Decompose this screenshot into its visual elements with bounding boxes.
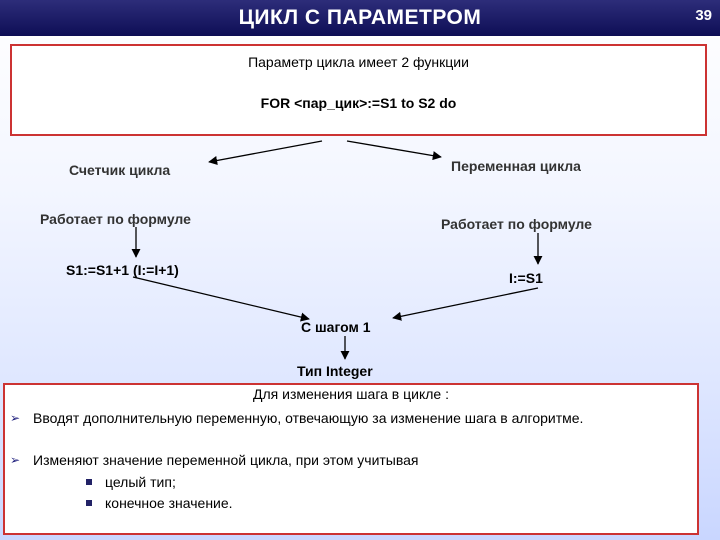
notes-box — [3, 383, 699, 535]
bullet-item: Вводят дополнительную переменную, отвечающую за изменение шага в алгоритме. — [33, 410, 584, 426]
variable-works-label: Работает по формуле — [441, 216, 592, 232]
counter-formula: S1:=S1+1 (I:=I+1) — [66, 262, 179, 278]
page-number: 39 — [695, 7, 712, 24]
sub-bullet-item: целый тип; — [105, 474, 176, 490]
arrow-right-to-step — [393, 288, 538, 318]
notes-heading: Для изменения шага в цикле : — [253, 386, 449, 402]
arrow-left-to-step — [133, 277, 309, 319]
bullet-item: Изменяют значение переменной цикла, при этом учитывая — [33, 452, 419, 468]
for-syntax-line: FOR <пар_цик>:=S1 to S2 do — [260, 95, 457, 111]
variable-formula: I:=S1 — [509, 270, 543, 286]
square-bullet-icon — [86, 479, 92, 485]
variable-label: Переменная цикла — [451, 158, 581, 174]
arrow-to-variable — [347, 141, 441, 157]
arrow-bullet-icon: ➢ — [10, 411, 21, 425]
page-title: ЦИКЛ С ПАРАМЕТРОМ — [238, 6, 482, 29]
arrow-bullet-icon: ➢ — [10, 453, 21, 467]
square-bullet-icon — [86, 500, 92, 506]
type-label: Тип Integer — [297, 363, 373, 379]
counter-works-label: Работает по формуле — [40, 211, 191, 227]
sub-bullet-item: конечное значение. — [105, 495, 233, 511]
counter-label: Счетчик цикла — [69, 162, 171, 178]
step-label: С шагом 1 — [301, 319, 371, 335]
arrow-to-counter — [209, 141, 322, 162]
definition-line: Параметр цикла имеет 2 функции — [248, 54, 469, 70]
